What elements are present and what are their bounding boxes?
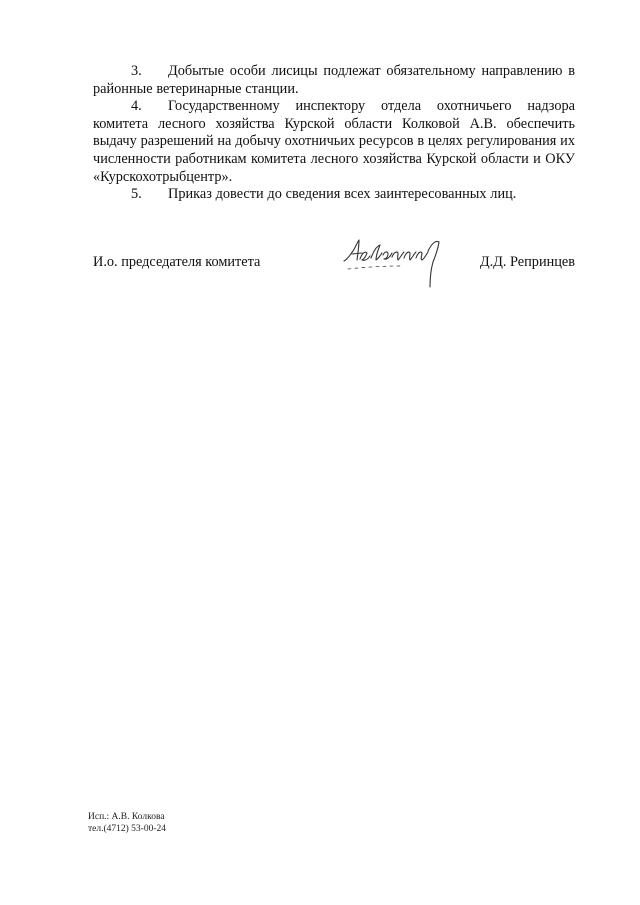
signer-position: И.о. председателя комитета [93, 254, 261, 270]
signer-name: Д.Д. Репринцев [479, 254, 575, 270]
item-text: Государственному инспектору отдела охотничьего надзора комитета лесного хозяйства Курской области Колковой А.В. обеспечить выдачу разрешений на добычу охотничьих ресурсов в целях регулирования их численности работникам комитета лесного хозяйства Курской области и ОКУ «Курскохотрыбцентр». [93, 98, 575, 185]
paragraph-item-4 [93, 98, 575, 186]
item-number: 4. [131, 98, 142, 115]
paragraph-item-3 [93, 63, 575, 98]
signature-block [93, 254, 575, 294]
handwritten-signature-icon [340, 231, 465, 291]
item-text: Приказ довести до сведения всех заинтересованных лиц. [168, 186, 517, 203]
item-text: Добытые особи лисицы подлежат обязательному направлению в районные ветеринарные станции. [93, 63, 575, 97]
executor-footer [88, 812, 166, 835]
paragraph-item-5 [93, 186, 575, 204]
item-number: 5. [131, 186, 142, 203]
item-number: 3. [131, 63, 142, 79]
signature-drawing [340, 231, 465, 291]
executor-phone: тел.(4712) 53-00-24 [88, 823, 167, 834]
executor-name: Исп.: А.В. Колкова [88, 812, 165, 822]
order-body [93, 63, 575, 204]
